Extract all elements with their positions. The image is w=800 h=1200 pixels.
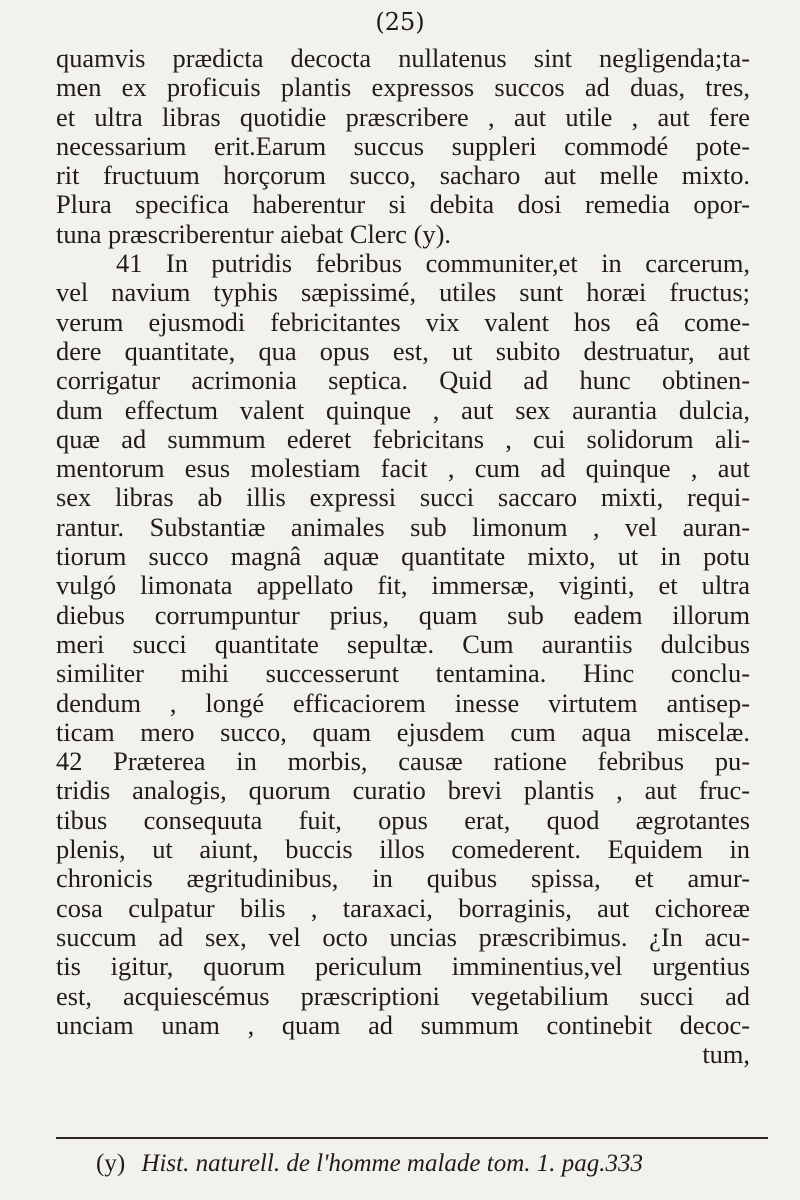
text-line: dendum , longé efficaciorem inesse virtutem antisep-	[56, 687, 750, 718]
text-line: diebus corrumpuntur prius, quam sub eadem illorum	[56, 599, 750, 630]
text-line: et ultra libras quotidie præscribere , aut utile , aut fere	[56, 101, 750, 132]
footnote	[96, 1150, 776, 1178]
text-line: Plura specifica haberentur si debita dosi remedia opor-	[56, 189, 750, 220]
text-line: succum ad sex, vel octo uncias præscribimus. ¿In acu-	[56, 921, 750, 952]
text-line: meri succi quantitate sepultæ. Cum aurantiis dulcibus	[56, 628, 750, 659]
text-line: ticam mero succo, quam ejusdem cum aqua miscelæ.	[56, 716, 750, 747]
text-line: tridis analogis, quorum curatio brevi plantis , aut fruc-	[56, 775, 750, 806]
text-line: men ex proficuis plantis expressos succos ad duas, tres,	[56, 72, 750, 103]
footnote-divider	[56, 1137, 768, 1139]
text-line: dere quantitate, qua opus est, ut subito destruatur, aut	[56, 335, 750, 366]
text-line: tis igitur, quorum periculum imminentius,vel urgentius	[56, 951, 750, 982]
text-line: cosa culpatur bilis , taraxaci, borraginis, aut cichoreæ	[56, 892, 750, 923]
text-line: tibus consequuta fuit, opus erat, quod ægrotantes	[56, 804, 750, 835]
paragraph-42-start: 42 Præterea in morbis, causæ ratione febribus pu-	[56, 746, 750, 777]
text-line: unciam unam , quam ad summum continebit decoc-	[56, 1009, 750, 1040]
text-line: verum ejusmodi febricitantes vix valent hos eâ come-	[56, 306, 750, 337]
text-line: necessarium erit.Earum succus suppleri commodé pote-	[56, 130, 750, 161]
text-line: tuna præscriberentur aiebat Clerc (y).	[56, 218, 451, 249]
text-line: quamvis prædicta decocta nullatenus sint negligenda;ta-	[56, 43, 750, 73]
text-line: est, acquiescémus præscriptioni vegetabilium succi ad	[56, 980, 750, 1011]
text-line: tiorum succo magnâ aquæ quantitate mixto, ut in potu	[56, 541, 750, 572]
text-line: vel navium typhis sæpissimé, utiles sunt horæi fructus;	[56, 277, 750, 308]
catchword: tum,	[702, 1039, 750, 1070]
text-line: vulgó limonata appellato fit, immersæ, viginti, et ultra	[56, 570, 750, 601]
footnote-text: Hist. naturell. de l'homme malade tom. 1. pag.333	[141, 1150, 644, 1177]
page-number: (25)	[375, 8, 425, 36]
text-line: chronicis ægritudinibus, in quibus spissa, et amur-	[56, 863, 750, 894]
text-line: plenis, ut aiunt, buccis illos comederent. Equidem in	[56, 834, 750, 865]
text-line: corrigatur acrimonia septica. Quid ad hunc obtinen-	[56, 365, 750, 396]
paragraph-41-start: 41 In putridis febribus communiter,et in carcerum,	[116, 248, 750, 279]
text-line: dum effectum valent quinque , aut sex aurantia dulcia,	[56, 394, 750, 425]
footnote-marker: (y)	[96, 1150, 126, 1177]
text-line: sex libras ab illis expressi succi saccaro mixti, requi-	[56, 482, 750, 513]
text-line: rantur. Substantiæ animales sub limonum , vel auran-	[56, 511, 750, 542]
text-line: mentorum esus molestiam facit , cum ad quinque , aut	[56, 453, 750, 484]
text-line: similiter mihi successerunt tentamina. Hinc conclu-	[56, 658, 750, 689]
body-text	[56, 44, 750, 1069]
text-line: quæ ad summum ederet febricitans , cui solidorum ali-	[56, 423, 750, 454]
text-line: rit fructuum horçorum succo, sacharo aut melle mixto.	[56, 160, 750, 191]
